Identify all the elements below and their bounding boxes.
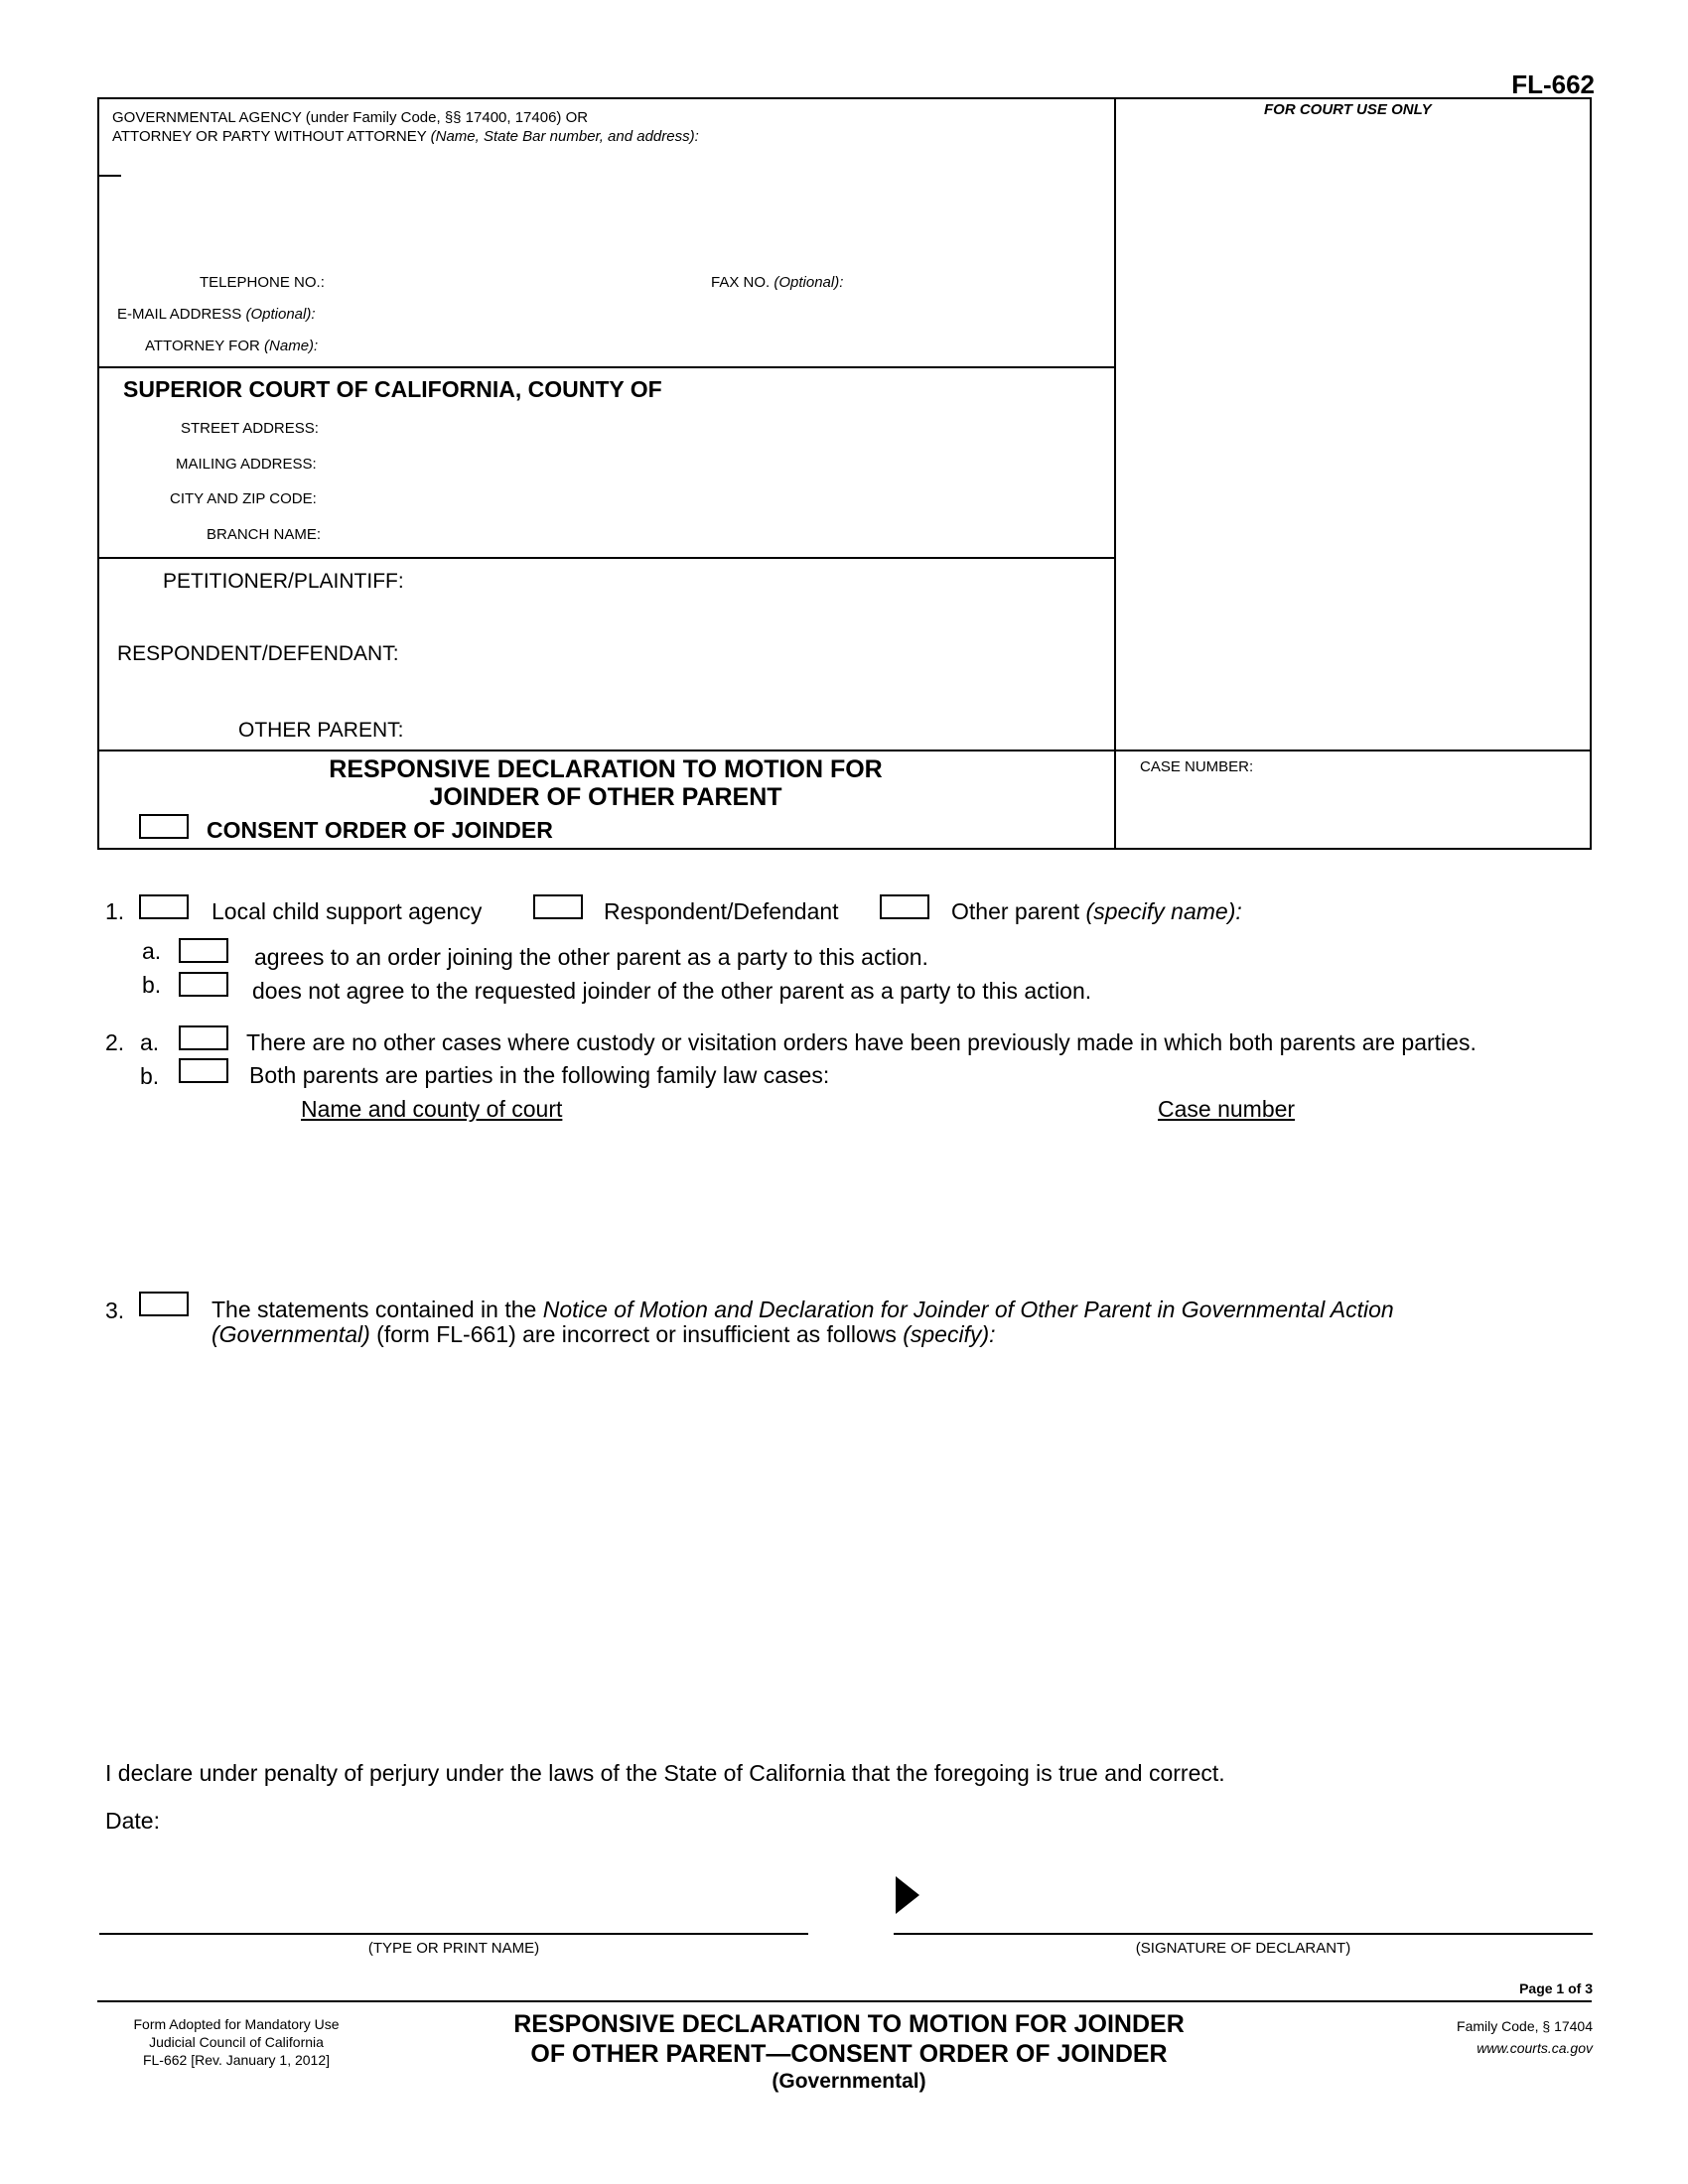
attorney-label-1: GOVERNMENTAL AGENCY (under Family Code, §§ 17400, 17406) OR xyxy=(112,109,589,126)
court-use-label: FOR COURT USE ONLY xyxy=(1264,101,1432,118)
item1-number: 1. xyxy=(105,898,125,924)
item2b-label: b. xyxy=(140,1063,160,1089)
date-label: Date: xyxy=(105,1808,160,1834)
branch-label: BRANCH NAME: xyxy=(207,526,322,543)
attorney-for-text: ATTORNEY FOR xyxy=(145,338,260,354)
other-parent-label: OTHER PARENT: xyxy=(238,719,404,742)
signature-arrow-icon xyxy=(894,1874,923,1916)
street-label: STREET ADDRESS: xyxy=(181,420,319,437)
item3-text-line1 xyxy=(211,1297,1394,1323)
item2a-text: There are no other cases where custody or visitation orders have been previously made in which both parents are parties. xyxy=(246,1029,1477,1055)
declaration-text: I declare under penalty of perjury under the laws of the State of California that the foregoing is true and correct. xyxy=(105,1760,1225,1786)
court-title: SUPERIOR COURT OF CALIFORNIA, COUNTY OF xyxy=(123,376,662,402)
footer-left-line2: Judicial Council of California xyxy=(149,2034,324,2050)
item3-checkbox[interactable] xyxy=(139,1292,189,1316)
item1-other-parent-text: Other parent xyxy=(951,898,1080,924)
item1-respondent-label: Respondent/Defendant xyxy=(604,898,839,924)
footer-title-line2: OF OTHER PARENT—CONSENT ORDER OF JOINDER xyxy=(530,2040,1168,2068)
city-label: CITY AND ZIP CODE: xyxy=(170,490,317,507)
form-title-2: JOINDER OF OTHER PARENT xyxy=(429,783,782,811)
divider-title xyxy=(97,750,1592,751)
attorney-dash xyxy=(99,175,121,177)
item1-agency-label: Local child support agency xyxy=(211,898,483,924)
footer-left-line3: FL-662 [Rev. January 1, 2012] xyxy=(142,2052,331,2068)
respondent-label: RESPONDENT/DEFENDANT: xyxy=(117,642,399,665)
item3-number: 3. xyxy=(105,1297,125,1323)
item1b-text: does not agree to the requested joinder of the other parent as a party to this action. xyxy=(252,978,1092,1004)
signature-label: (SIGNATURE OF DECLARANT) xyxy=(1135,1940,1351,1957)
header-divider-vertical xyxy=(1114,97,1116,850)
item2a-label: a. xyxy=(140,1029,160,1055)
email-text: E-MAIL ADDRESS xyxy=(117,306,242,323)
email-label xyxy=(117,306,316,323)
item3-specify: (specify): xyxy=(903,1321,996,1347)
item1-other-parent-label xyxy=(951,898,1242,925)
footer-title xyxy=(377,2009,1321,2095)
form-title-1: RESPONSIVE DECLARATION TO MOTION FOR xyxy=(329,755,883,783)
signature-line xyxy=(894,1933,1593,1935)
footer-rule xyxy=(97,2000,1592,2002)
fax-ital: (Optional): xyxy=(774,274,844,291)
divider-parties xyxy=(97,557,1114,559)
footer-title-line3: (Governmental) xyxy=(772,2070,926,2093)
item1a-text: agrees to an order joining the other parent as a party to this action. xyxy=(254,944,928,970)
form-id: FL-662 xyxy=(1511,69,1595,99)
page-number: Page 1 of 3 xyxy=(1519,1980,1593,1996)
item3-text-line2 xyxy=(211,1321,996,1348)
item1b-checkbox[interactable] xyxy=(179,972,228,997)
type-name-label: (TYPE OR PRINT NAME) xyxy=(367,1940,540,1957)
item2-number: 2. xyxy=(105,1029,125,1055)
footer-left-line1: Form Adopted for Mandatory Use xyxy=(133,2016,340,2032)
item3-governmental: (Governmental) xyxy=(211,1321,370,1347)
footer-left xyxy=(97,2015,375,2069)
attorney-for-label xyxy=(145,338,318,354)
attorney-label-2-ital: (Name, State Bar number, and address): xyxy=(430,128,699,145)
email-ital: (Optional): xyxy=(245,306,316,323)
footer-right xyxy=(1457,2015,1593,2059)
item1a-label: a. xyxy=(142,938,162,964)
name-line xyxy=(99,1933,808,1935)
footer-right-line1: Family Code, § 17404 xyxy=(1457,2018,1593,2034)
item1-other-parent-checkbox[interactable] xyxy=(880,894,929,919)
fax-label xyxy=(711,274,843,291)
telephone-label: TELEPHONE NO.: xyxy=(200,274,325,291)
petitioner-label: PETITIONER/PLAINTIFF: xyxy=(163,570,404,593)
item2a-checkbox[interactable] xyxy=(179,1025,228,1050)
item1-respondent-checkbox[interactable] xyxy=(533,894,583,919)
item1b-label: b. xyxy=(142,972,162,998)
case-number-label: CASE NUMBER: xyxy=(1140,758,1254,775)
item3-text-lead: The statements contained in the xyxy=(211,1297,543,1322)
divider-court xyxy=(97,366,1114,368)
consent-label: CONSENT ORDER OF JOINDER xyxy=(207,817,553,843)
attorney-for-ital: (Name): xyxy=(264,338,319,354)
consent-checkbox[interactable] xyxy=(139,814,189,839)
attorney-label-2 xyxy=(112,128,699,145)
footer-website-link[interactable]: www.courts.ca.gov xyxy=(1477,2040,1593,2056)
attorney-label-2-text: ATTORNEY OR PARTY WITHOUT ATTORNEY xyxy=(112,128,427,145)
footer-title-line1: RESPONSIVE DECLARATION TO MOTION FOR JOINDER xyxy=(513,2010,1185,2038)
item2b-text: Both parents are parties in the following family law cases: xyxy=(249,1062,830,1088)
item1-agency-checkbox[interactable] xyxy=(139,894,189,919)
item3-text-mid: (form FL-661) are incorrect or insufficient as follows xyxy=(369,1321,904,1347)
item2-column-case-number: Case number xyxy=(1158,1096,1296,1122)
item2-column-court: Name and county of court xyxy=(301,1096,563,1122)
mailing-label: MAILING ADDRESS: xyxy=(176,456,317,473)
item3-form-title: Notice of Motion and Declaration for Joinder of Other Parent in Governmental Action xyxy=(542,1297,1394,1322)
item1-other-parent-ital: (specify name): xyxy=(1085,898,1242,924)
item2b-checkbox[interactable] xyxy=(179,1058,228,1083)
item1a-checkbox[interactable] xyxy=(179,938,228,963)
fax-text: FAX NO. xyxy=(711,274,771,291)
